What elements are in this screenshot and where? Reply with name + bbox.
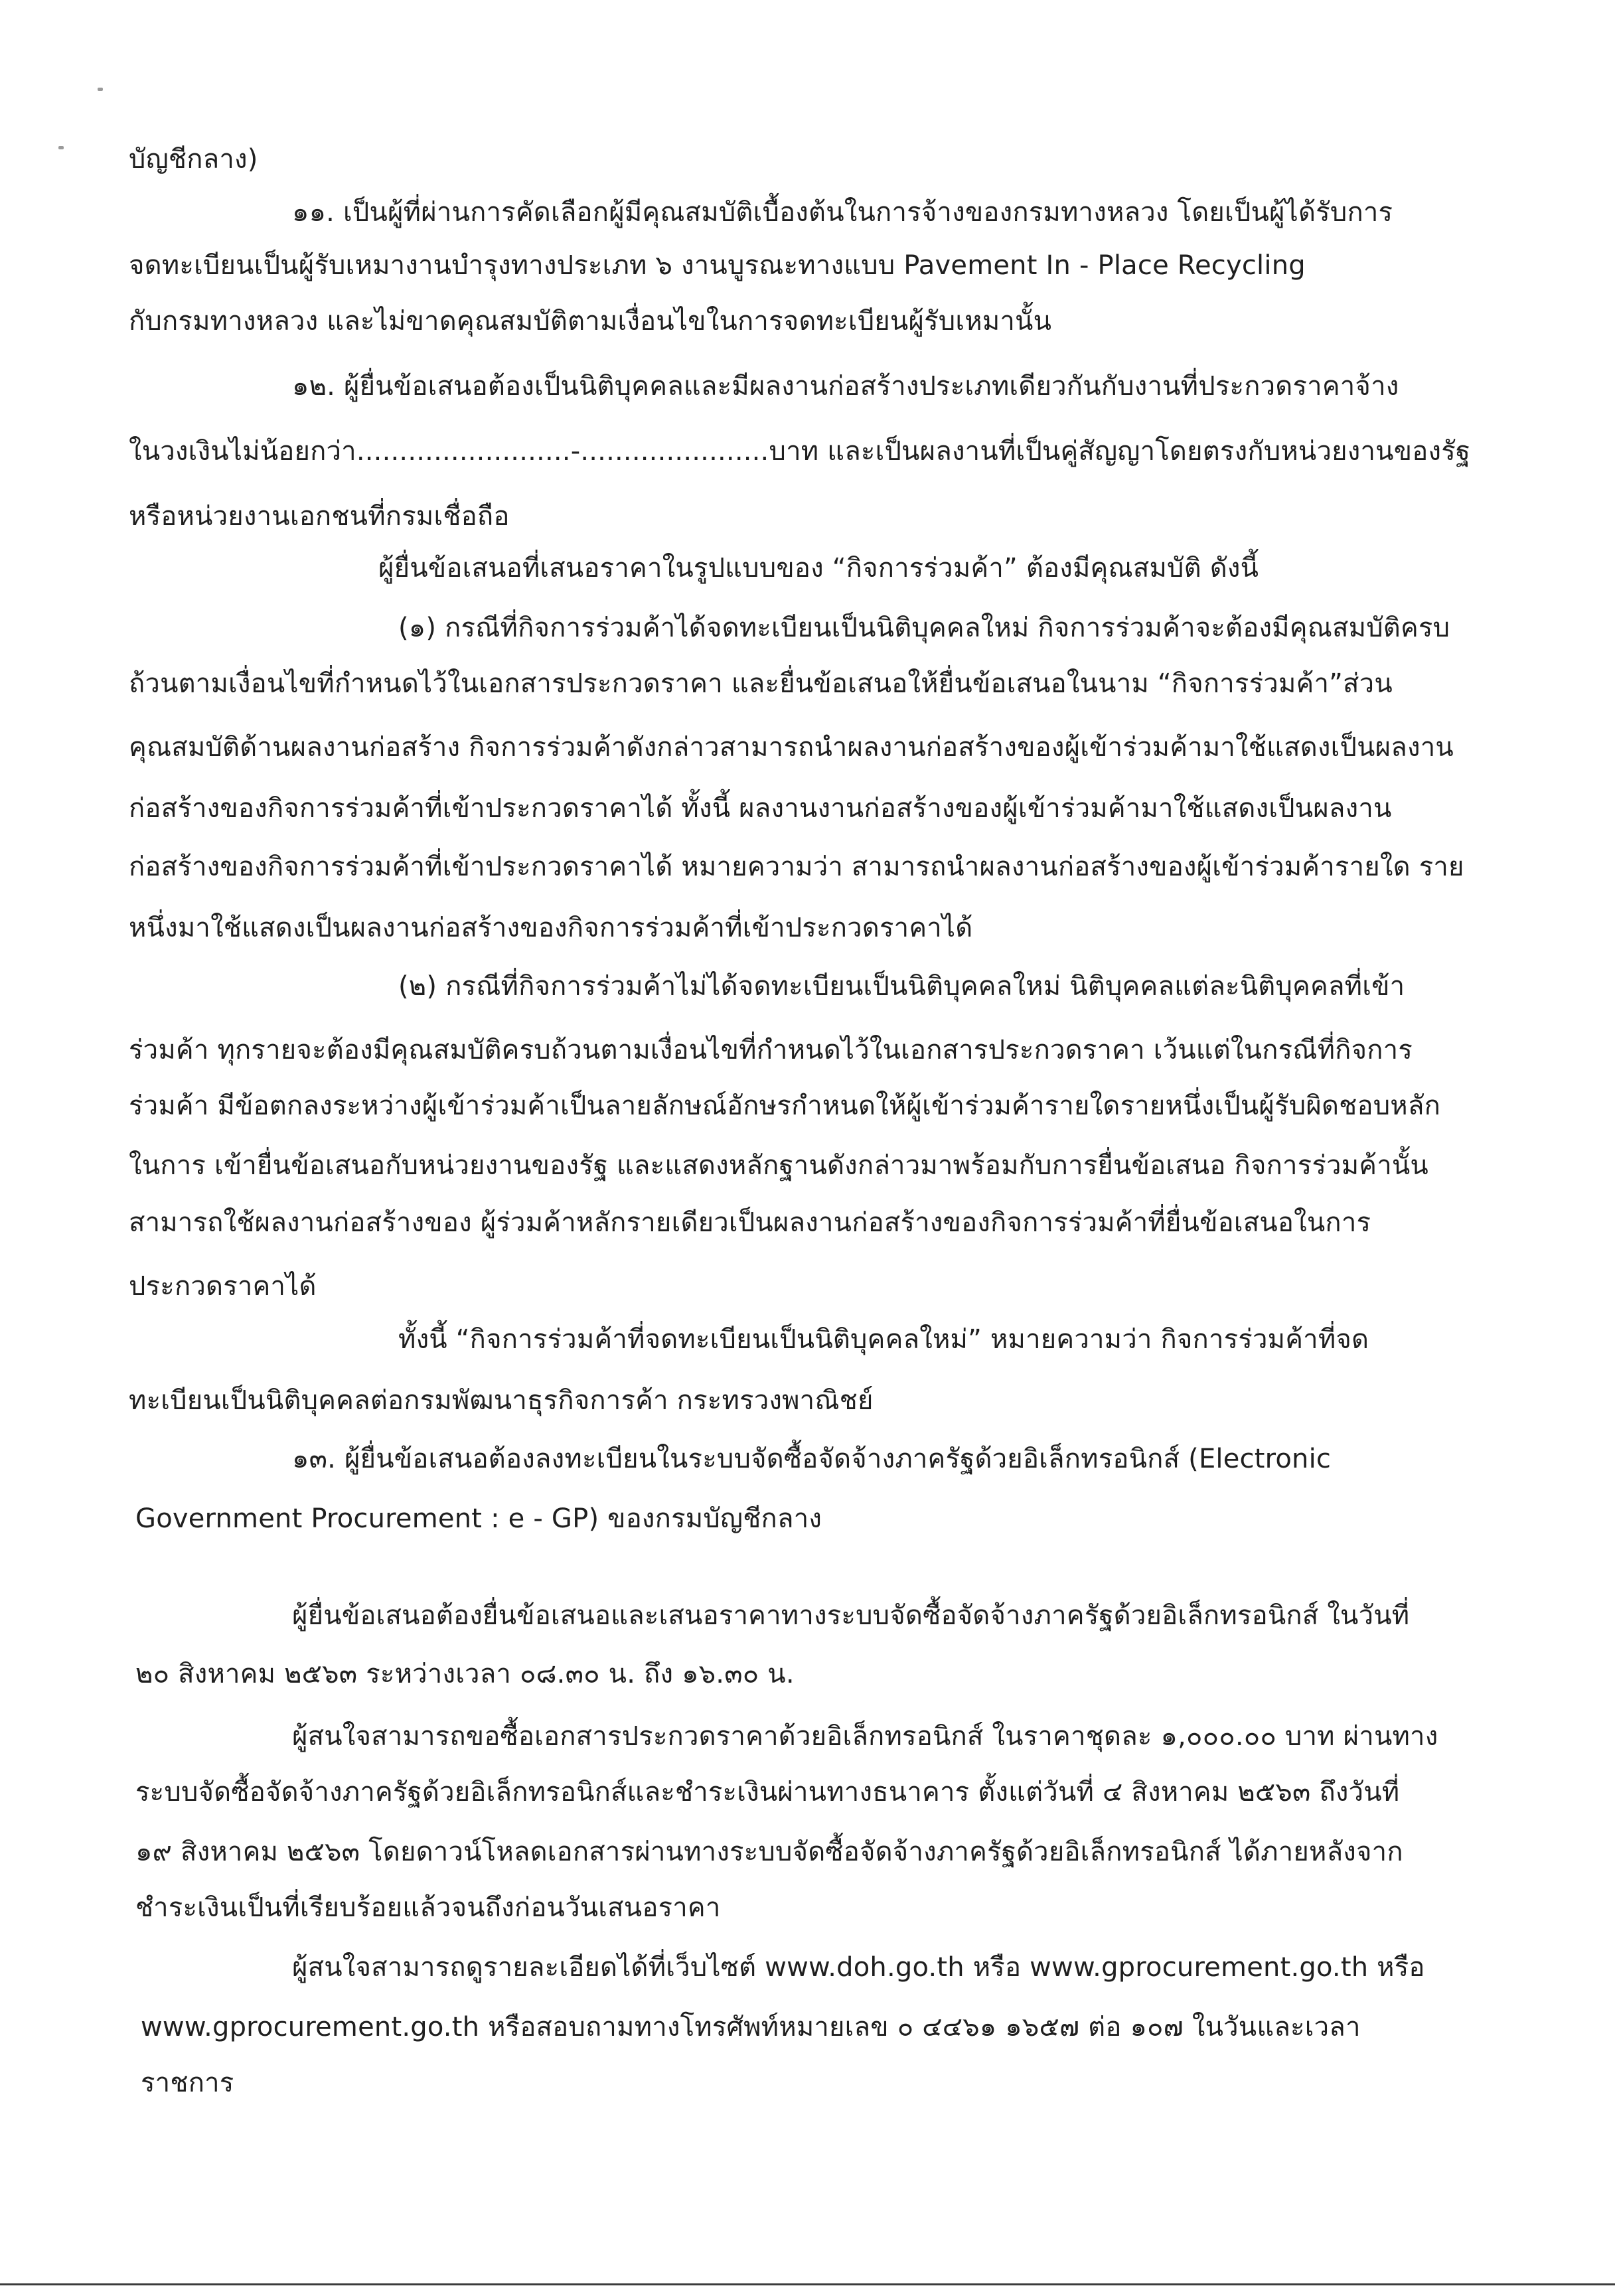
text-line: ก่อสร้างของกิจการร่วมค้าที่เข้าประกวดราคาได้ หมายความว่า สามารถนำผลงานก่อสร้างของผู้เข้าร่วมค้ารายใด ราย — [129, 852, 1464, 882]
text-line: บัญชีกลาง) — [129, 144, 258, 175]
text-line: ระบบจัดซื้อจัดจ้างภาครัฐด้วยอิเล็กทรอนิกส์และชำระเงินผ่านทางธนาคาร ตั้งแต่วันที่ ๔ สิงหาคม ๒๕๖๓ ถึงวันที่ — [135, 1777, 1400, 1807]
text-line: ร่วมค้า มีข้อตกลงระหว่างผู้เข้าร่วมค้าเป็นลายลักษณ์อักษรกำหนดให้ผู้เข้าร่วมค้ารายใดรายหนึ่งเป็นผู้รับผิดชอบหลัก — [129, 1091, 1440, 1121]
text-line: หรือหน่วยงานเอกชนที่กรมเชื่อถือ — [129, 501, 510, 532]
text-line: สามารถใช้ผลงานก่อสร้างของ ผู้ร่วมค้าหลักรายเดียวเป็นผลงานก่อสร้างของกิจการร่วมค้าที่ยื่นข้อเสนอในการ — [129, 1207, 1371, 1238]
text-line: คุณสมบัติด้านผลงานก่อสร้าง กิจการร่วมค้าดังกล่าวสามารถนำผลงานก่อสร้างของผู้เข้าร่วมค้ามาใช้แสดงเป็นผลงาน — [129, 732, 1454, 763]
text-line: จดทะเบียนเป็นผู้รับเหมางานบำรุงทางประเภท ๖ งานบูรณะทางแบบ Pavement In - Place Recycling — [129, 250, 1306, 281]
text-line: ในวงเงินไม่น้อยกว่า.........................-......................บาท และเป็นผลงานที่เป็นคู่สัญญาโดยตรงกับหน่วยงานของรัฐ — [129, 436, 1471, 467]
clause-13-line: ๑๓. ผู้ยื่นข้อเสนอต้องลงทะเบียนในระบบจัดซื้อจัดจ้างภาครัฐด้วยอิเล็กทรอนิกส์ (Electronic — [292, 1444, 1332, 1474]
text-line: ชำระเงินเป็นที่เรียบร้อยแล้วจนถึงก่อนวันเสนอราคา — [135, 1892, 721, 1923]
item-1-line: (๑) กรณีที่กิจการร่วมค้าได้จดทะเบียนเป็นนิติบุคคลใหม่ กิจการร่วมค้าจะต้องมีคุณสมบัติครบ — [398, 613, 1450, 643]
clause-12-line: ๑๒. ผู้ยื่นข้อเสนอต้องเป็นนิติบุคคลและมีผลงานก่อสร้างประเภทเดียวกันกับงานที่ประกวดราคาจ้าง — [292, 371, 1399, 402]
page-bottom-edge — [0, 2283, 1615, 2285]
item-2-line: (๒) กรณีที่กิจการร่วมค้าไม่ได้จดทะเบียนเป็นนิติบุคคลใหม่ นิติบุคคลแต่ละนิติบุคคลที่เข้า — [398, 971, 1405, 1002]
contact-paragraph-line: ผู้สนใจสามารถดูรายละเอียดได้ที่เว็บไซต์ www.doh.go.th หรือ www.gprocurement.go.th หรือ — [292, 1952, 1425, 1983]
definition-line: ทั้งนี้ “กิจการร่วมค้าที่จดทะเบียนเป็นนิติบุคคลใหม่” หมายความว่า กิจการร่วมค้าที่จด — [398, 1324, 1369, 1355]
submission-paragraph-line: ผู้ยื่นข้อเสนอต้องยื่นข้อเสนอและเสนอราคาทางระบบจัดซื้อจัดจ้างภาครัฐด้วยอิเล็กทรอนิกส์ ในวันที่ — [292, 1600, 1410, 1631]
text-line: ๒๐ สิงหาคม ๒๕๖๓ ระหว่างเวลา ๐๘.๓๐ น. ถึง ๑๖.๓๐ น. — [135, 1659, 795, 1689]
text-line: ๑๙ สิงหาคม ๒๕๖๓ โดยดาวน์โหลดเอกสารผ่านทางระบบจัดซื้อจัดจ้างภาครัฐด้วยอิเล็กทรอนิกส์ ได้ภายหลังจาก — [135, 1837, 1403, 1867]
purchase-paragraph-line: ผู้สนใจสามารถขอซื้อเอกสารประกวดราคาด้วยอิเล็กทรอนิกส์ ในราคาชุดละ ๑,๐๐๐.๐๐ บาท ผ่านทาง — [292, 1721, 1438, 1752]
text-line: ในการ เข้ายื่นข้อเสนอกับหน่วยงานของรัฐ และแสดงหลักฐานดังกล่าวมาพร้อมกับการยื่นข้อเสนอ กิจการร่วมค้านั้น — [129, 1150, 1428, 1181]
clause-11-line: ๑๑. เป็นผู้ที่ผ่านการคัดเลือกผู้มีคุณสมบัติเบื้องต้นในการจ้างของกรมทางหลวง โดยเป็นผู้ได้รับการ — [292, 197, 1393, 228]
text-line: ประกวดราคาได้ — [129, 1271, 317, 1302]
text-line: ราชการ — [141, 2068, 234, 2098]
joint-venture-heading: ผู้ยื่นข้อเสนอที่เสนอราคาในรูปแบบของ “กิจการร่วมค้า” ต้องมีคุณสมบัติ ดังนี้ — [378, 553, 1259, 583]
text-line: ทะเบียนเป็นนิติบุคคลต่อกรมพัฒนาธุรกิจการค้า กระทรวงพาณิชย์ — [129, 1385, 874, 1416]
text-line: ก่อสร้างของกิจการร่วมค้าที่เข้าประกวดราคาได้ ทั้งนี้ ผลงานงานก่อสร้างของผู้เข้าร่วมค้ามาใช้แสดงเป็นผลงาน — [129, 793, 1392, 824]
text-line: ร่วมค้า ทุกรายจะต้องมีคุณสมบัติครบถ้วนตามเงื่อนไขที่กำหนดไว้ในเอกสารประกวดราคา เว้นแต่ในกรณีที่กิจการ — [129, 1035, 1413, 1065]
scan-speck — [58, 146, 64, 149]
text-line: www.gprocurement.go.th หรือสอบถามทางโทรศัพท์หมายเลข ๐ ๔๔๖๑ ๑๖๕๗ ต่อ ๑๐๗ ในวันและเวลา — [141, 2012, 1361, 2042]
scan-speck — [98, 88, 103, 91]
text-line: ถ้วนตามเงื่อนไขที่กำหนดไว้ในเอกสารประกวดราคา และยื่นข้อเสนอให้ยื่นข้อเสนอในนาม “กิจการร่วมค้า”ส่วน — [129, 668, 1393, 699]
text-line: Government Procurement : e - GP) ของกรมบัญชีกลาง — [135, 1503, 822, 1534]
text-line: หนึ่งมาใช้แสดงเป็นผลงานก่อสร้างของกิจการร่วมค้าที่เข้าประกวดราคาได้ — [129, 913, 973, 943]
text-line: กับกรมทางหลวง และไม่ขาดคุณสมบัติตามเงื่อนไขในการจดทะเบียนผู้รับเหมานั้น — [129, 306, 1052, 337]
